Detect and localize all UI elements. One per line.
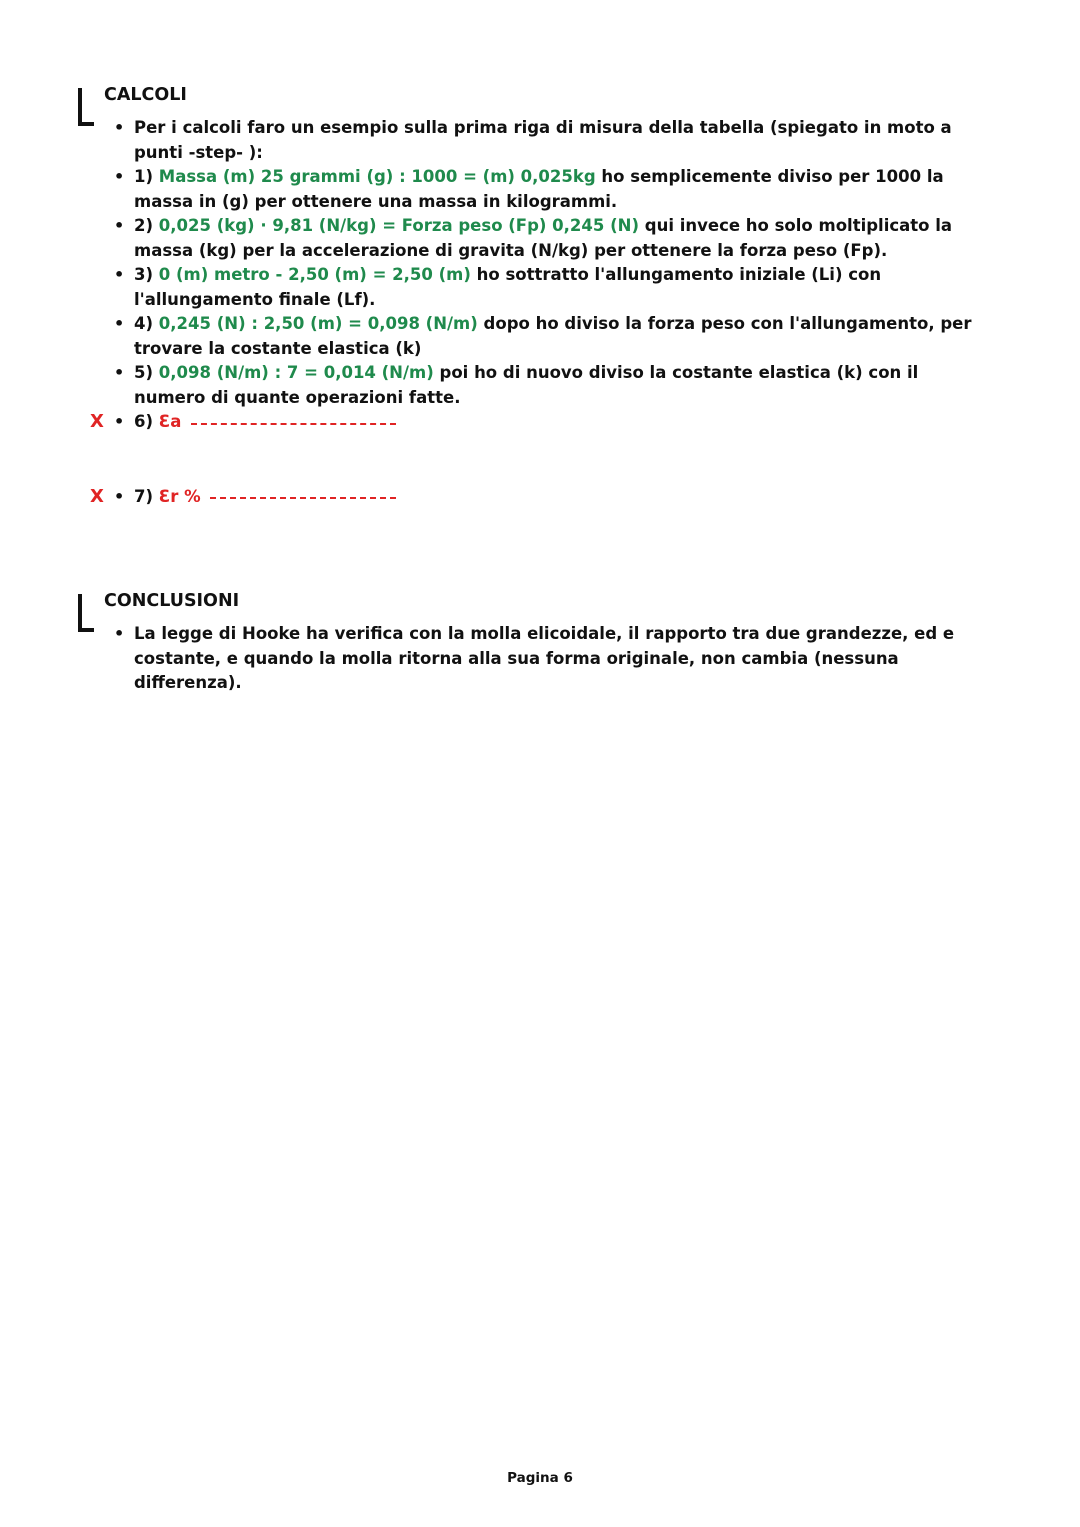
dashed-line: [210, 497, 396, 499]
conclusion-text: La legge di Hooke ha verifica con la molla elicoidale, il rapporto tra due grandezze, ed e costante, e quando la molla ritorna alla sua forma originale, non cambia (nessuna differenza).: [134, 624, 955, 692]
cross-mark-icon: X: [90, 485, 104, 507]
error-label: Ɛr %: [158, 486, 201, 506]
step-formula: Massa (m) 25 grammi (g) : 1000 = (m) 0,025kg: [158, 167, 596, 186]
step-text: dopo ho diviso la forza peso con l'allungamento, per trovare la costante elastica (k): [134, 314, 972, 358]
step-number: 2): [134, 216, 154, 235]
step-text: poi ho di nuovo diviso la costante elastica (k) con il numero di quante operazioni fatte.: [134, 363, 919, 407]
step-formula: 0,098 (N/m) : 7 = 0,014 (N/m): [158, 363, 434, 382]
step-text: qui invece ho solo moltiplicato la massa (kg) per la accelerazione di gravita (N/kg) per ottenere la forza peso (Fp).: [134, 216, 953, 260]
intro-text: Per i calcoli faro un esempio sulla prima riga di misura della tabella (spiegato in moto a punti -step- ):: [134, 118, 952, 162]
error-label: Ɛa: [158, 412, 182, 431]
list-item-conclusion: [78, 622, 978, 696]
step-text: ho semplicemente diviso per 1000 la massa in (g) per ottenere una massa in kilogrammi.: [134, 167, 944, 211]
list-item-step-3: [78, 263, 978, 312]
step-formula: 0,025 (kg) · 9,81 (N/kg) = Forza peso (Fp) 0,245 (N): [158, 216, 640, 235]
calcoli-heading: [78, 84, 978, 106]
list-item-step-6: [78, 410, 978, 435]
step-number: 7): [134, 486, 154, 506]
bullet-icon: •: [114, 167, 125, 186]
step-number: 1): [134, 167, 154, 186]
step-text: ho sottratto l'allungamento iniziale (Li) con l'allungamento finale (Lf).: [134, 265, 882, 309]
bullet-icon: •: [114, 314, 125, 333]
cross-mark-icon: X: [90, 411, 104, 432]
list-item-step-4: [78, 312, 978, 361]
bullet-icon: •: [114, 486, 125, 506]
calcoli-heading-text: CALCOLI: [104, 85, 187, 105]
dashed-line: [191, 423, 396, 425]
bullet-icon: •: [114, 265, 125, 284]
list-item-step-7: [78, 485, 978, 510]
conclusioni-heading-text: CONCLUSIONI: [104, 591, 240, 611]
bullet-icon: •: [114, 363, 125, 382]
step-number: 5): [134, 363, 154, 382]
calcoli-section: [78, 84, 978, 509]
list-item-step-1: [78, 165, 978, 214]
bullet-icon: •: [114, 118, 125, 137]
list-item-step-5: [78, 361, 978, 410]
bullet-icon: •: [114, 216, 125, 235]
step-number: 4): [134, 314, 154, 333]
bullet-icon: •: [114, 624, 125, 643]
bullet-icon: •: [114, 412, 125, 431]
list-item-step-2: [78, 214, 978, 263]
page-number: Pagina 6: [507, 1470, 573, 1486]
step-number: 6): [134, 412, 154, 431]
step-number: 3): [134, 265, 154, 284]
step-formula: 0 (m) metro - 2,50 (m) = 2,50 (m): [158, 265, 471, 284]
conclusioni-heading: [78, 590, 978, 612]
calcoli-list: [78, 116, 978, 509]
conclusioni-section: [78, 590, 978, 696]
list-item-intro: [78, 116, 978, 165]
conclusioni-list: [78, 622, 978, 696]
step-formula: 0,245 (N) : 2,50 (m) = 0,098 (N/m): [158, 314, 478, 333]
